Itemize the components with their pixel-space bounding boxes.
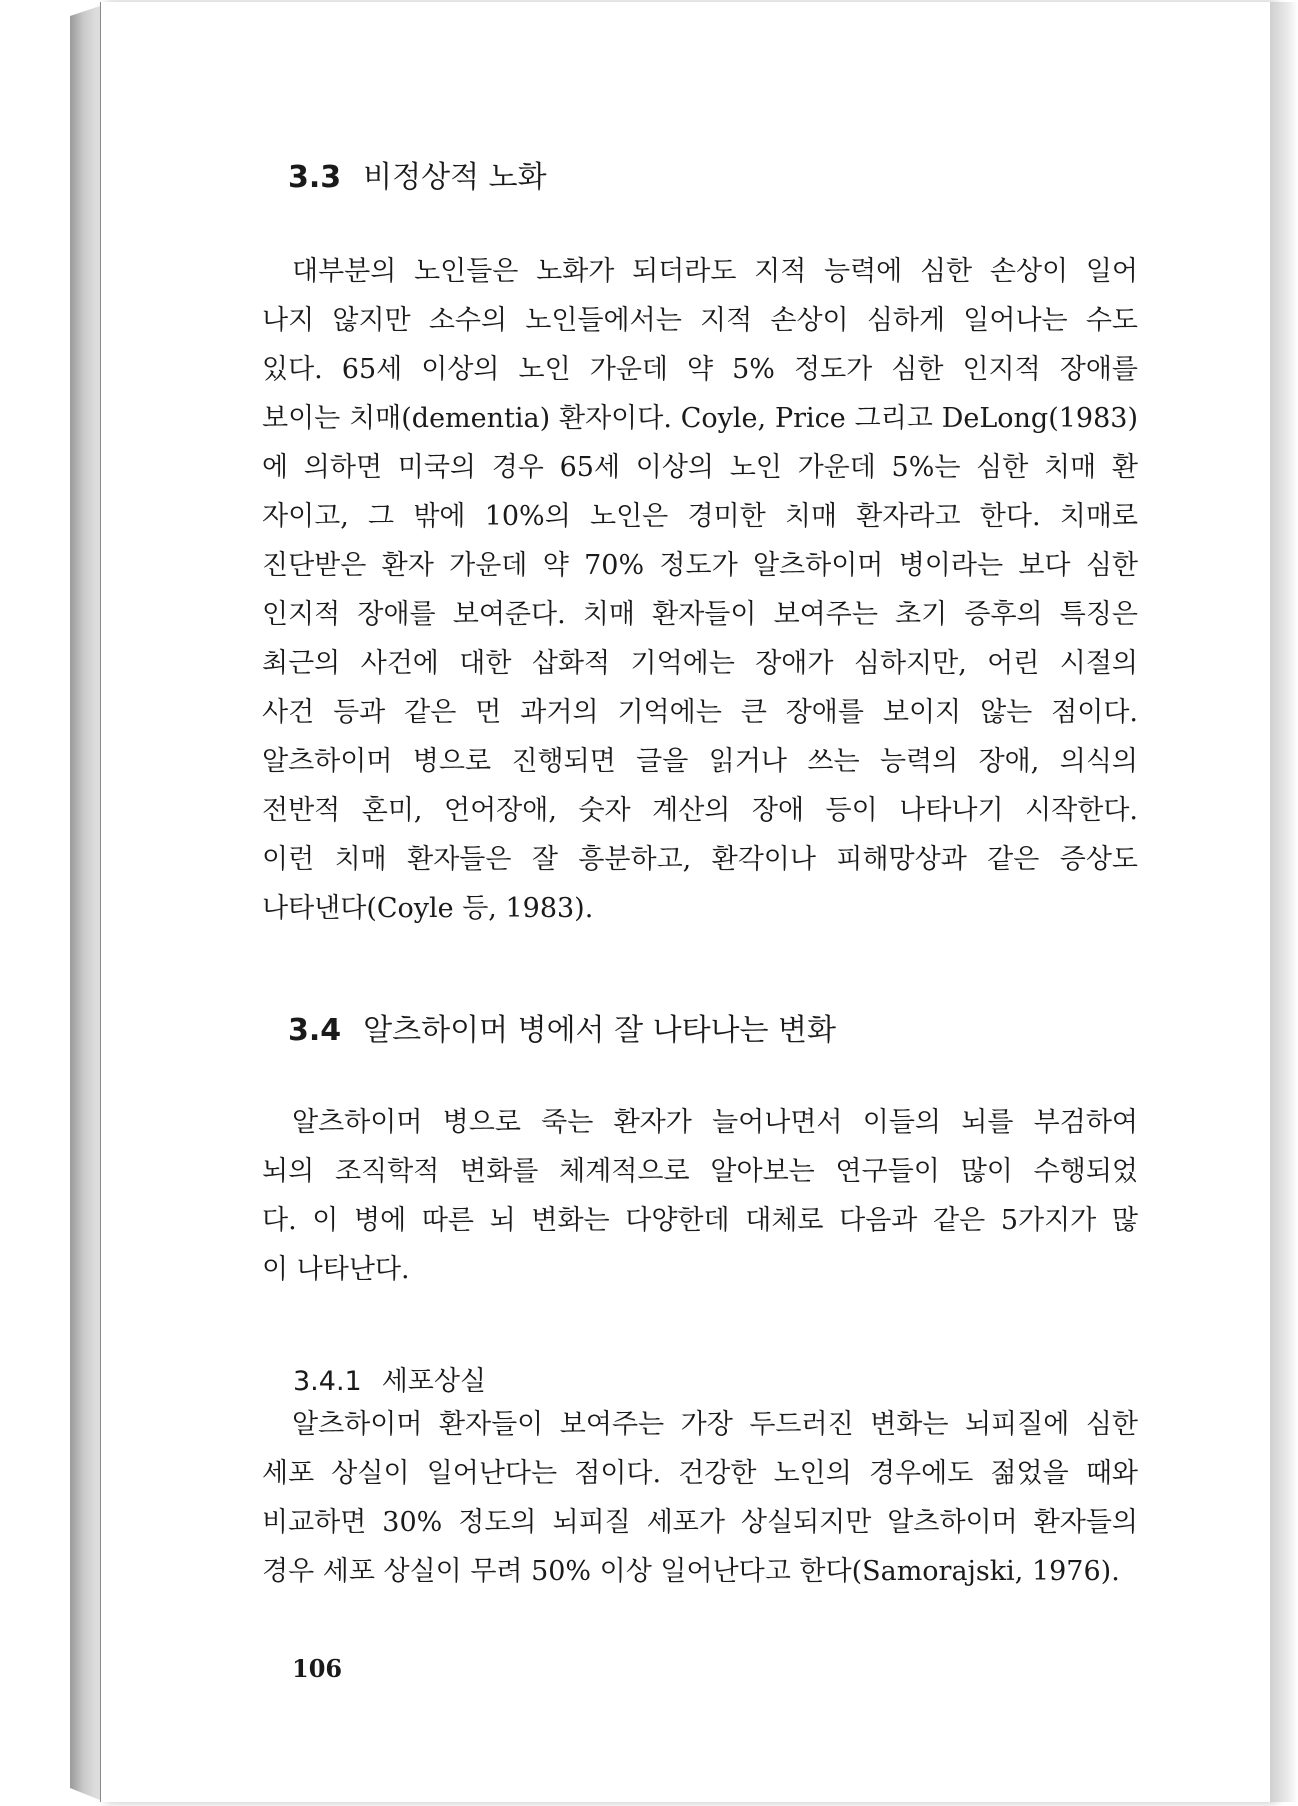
text-line: 세포 상실이 일어난다는 점이다. 건강한 노인의 경우에도 젊었을 때와 (262, 1458, 1138, 1489)
text-line: 최근의 사건에 대한 삽화적 기억에는 장애가 심하지만, 어린 시절의 (262, 648, 1138, 679)
book-spine (70, 6, 100, 1800)
text-line: 있다. 65세 이상의 노인 가운데 약 5% 정도가 심한 인지적 장애를 (262, 354, 1138, 385)
text-line: 자이고, 그 밖에 10%의 노인은 경미한 치매 환자라고 한다. 치매로 (262, 501, 1138, 532)
text-line: 나타낸다(Coyle 등, 1983). (262, 893, 594, 924)
text-line: 전반적 혼미, 언어장애, 숫자 계산의 장애 등이 나타나기 시작한다. (262, 795, 1138, 826)
text-line: 알츠하이머 환자들이 보여주는 가장 두드러진 변화는 뇌피질에 심한 (292, 1409, 1138, 1440)
section-title: 비정상적 노화 (363, 160, 547, 195)
paragraph-3-4 (262, 1098, 1138, 1294)
text-line: 에 의하면 미국의 경우 65세 이상의 노인 가운데 5%는 심한 치매 환 (262, 452, 1138, 483)
section-heading-3-4 (288, 1005, 836, 1049)
text-line: 사건 등과 같은 먼 과거의 기억에는 큰 장애를 보이지 않는 점이다. (262, 697, 1138, 728)
page-number: 106 (292, 1654, 343, 1683)
page-edge-shadow (1270, 2, 1298, 1802)
section-heading-3-3 (288, 152, 547, 196)
paragraph-3-4-1 (262, 1400, 1138, 1596)
text-line: 뇌의 조직학적 변화를 체계적으로 알아보는 연구들이 많이 수행되었 (262, 1156, 1138, 1187)
text-line: 이런 치매 환자들은 잘 흥분하고, 환각이나 피해망상과 같은 증상도 (262, 844, 1138, 875)
section-title: 알츠하이머 병에서 잘 나타나는 변화 (363, 1013, 837, 1048)
text-line: 이 나타난다. (262, 1254, 410, 1285)
text-line: 진단받은 환자 가운데 약 70% 정도가 알츠하이머 병이라는 보다 심한 (262, 550, 1138, 581)
text-line: 나지 않지만 소수의 노인들에서는 지적 손상이 심하게 일어나는 수도 (262, 305, 1138, 336)
text-line: 인지적 장애를 보여준다. 치매 환자들이 보여주는 초기 증후의 특징은 (262, 599, 1138, 630)
section-number: 3.3 (288, 160, 342, 195)
subsection-title: 세포상실 (381, 1366, 487, 1397)
section-number: 3.4 (288, 1013, 342, 1048)
text-line: 대부분의 노인들은 노화가 되더라도 지적 능력에 심한 손상이 일어 (292, 256, 1138, 287)
text-line: 알츠하이머 병으로 진행되면 글을 읽거나 쓰는 능력의 장애, 의식의 (262, 746, 1138, 777)
subsection-heading-3-4-1 (293, 1359, 486, 1398)
paragraph-3-3 (262, 247, 1138, 933)
text-line: 알츠하이머 병으로 죽는 환자가 늘어나면서 이들의 뇌를 부검하여 (292, 1107, 1138, 1138)
text-line: 경우 세포 상실이 무려 50% 이상 일어난다고 한다(Samorajski, 1976). (262, 1556, 1120, 1587)
subsection-number: 3.4.1 (293, 1366, 362, 1397)
text-line: 비교하면 30% 정도의 뇌피질 세포가 상실되지만 알츠하이머 환자들의 (262, 1507, 1138, 1538)
text-line: 다. 이 병에 따른 뇌 변화는 다양한데 대체로 다음과 같은 5가지가 많 (262, 1205, 1138, 1236)
text-line: 보이는 치매(dementia) 환자이다. Coyle, Price 그리고 DeLong(1983) (262, 403, 1138, 434)
